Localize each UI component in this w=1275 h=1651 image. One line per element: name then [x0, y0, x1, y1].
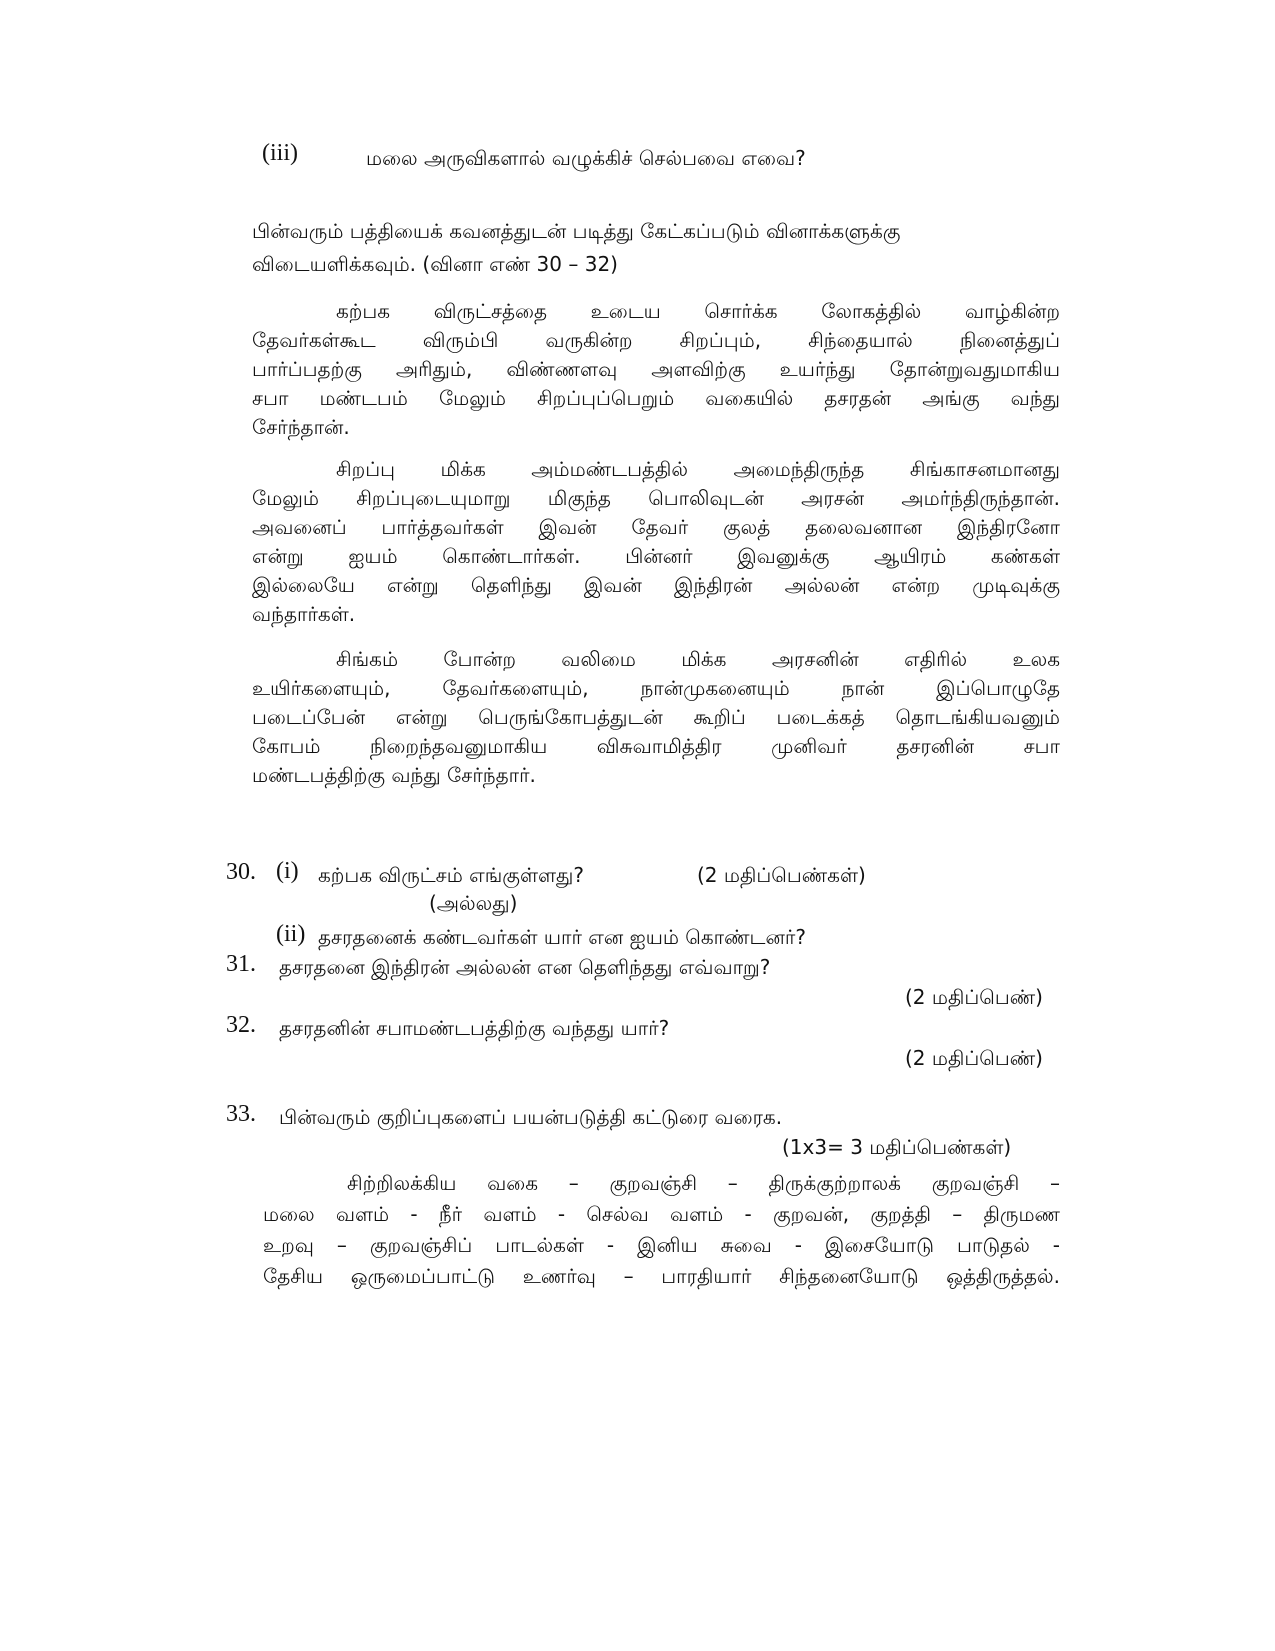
passage-paragraph-3 — [252, 645, 1060, 790]
passage-line: சேர்ந்தான். — [252, 415, 350, 439]
passage-paragraph-1 — [252, 297, 1060, 442]
question-33-marks: (1x3= 3 மதிப்பெண்கள்) — [782, 1135, 1012, 1159]
question-32-marks: (2 மதிப்பெண்) — [905, 1046, 1043, 1070]
passage-line: கற்பக விருட்சத்தை உடைய சொர்க்க லோகத்தில் வாழ்கின்ற — [336, 299, 1060, 323]
question-33-text: பின்வரும் குறிப்புகளைப் பயன்படுத்தி கட்டுரை வரைக. — [279, 1105, 783, 1129]
question-31-text: தசரதனை இந்திரன் அல்லன் என தெளிந்தது எவ்வாறு? — [279, 955, 771, 979]
passage-line: உயிர்களையும், தேவர்களையும், நான்முகனையும் நான் இப்பொழுதே — [252, 676, 1060, 700]
instruction-line-1: பின்வரும் பத்தியைக் கவனத்துடன் படித்து கேட்கப்படும் வினாக்களுக்கு — [252, 219, 901, 243]
question-iii-text: மலை அருவிகளால் வழுக்கிச் செல்பவை எவை? — [366, 146, 806, 170]
passage-line: என்று ஐயம் கொண்டார்கள். பின்னர் இவனுக்கு ஆயிரம் கண்கள் — [252, 544, 1060, 568]
question-30-part2-label: (ii) — [276, 921, 306, 947]
question-31-marks: (2 மதிப்பெண்) — [905, 985, 1043, 1009]
question-32-number: 32. — [226, 1012, 256, 1038]
passage-line: தேவர்கள்கூட விரும்பி வருகின்ற சிறப்பும், சிந்தையால் நினைத்துப் — [252, 328, 1060, 352]
hint-line: மலை வளம் - நீர் வளம் - செல்வ வளம் - குறவன், குறத்தி – திருமண — [263, 1202, 1060, 1226]
question-33-number: 33. — [226, 1101, 256, 1127]
question-30-part2-text: தசரதனைக் கண்டவர்கள் யார் என ஐயம் கொண்டனர்? — [318, 925, 806, 949]
passage-line: கோபம் நிறைந்தவனுமாகிய விசுவாமித்திர முனிவர் தசரனின் சபா — [252, 734, 1060, 758]
question-30-part1-text: கற்பக விருட்சம் எங்குள்ளது? — [318, 863, 585, 887]
hint-line: உறவு – குறவஞ்சிப் பாடல்கள் - இனிய சுவை - இசையோடு பாடுதல் - — [263, 1233, 1060, 1257]
passage-line: படைப்பேன் என்று பெருங்கோபத்துடன் கூறிப் படைக்கத் தொடங்கியவனும் — [252, 705, 1060, 729]
question-30-or: (அல்லது) — [429, 891, 518, 915]
passage-line: மேலும் சிறப்புடையுமாறு மிகுந்த பொலிவுடன் அரசன் அமர்ந்திருந்தான். — [252, 486, 1060, 510]
question-30-marks: (2 மதிப்பெண்கள்) — [697, 863, 866, 887]
question-30-part1-label: (i) — [276, 858, 299, 884]
passage-line: பார்ப்பதற்கு அரிதும், விண்ணளவு அளவிற்கு உயர்ந்து தோன்றுவதுமாகிய — [252, 357, 1060, 381]
question-32-text: தசரதனின் சபாமண்டபத்திற்கு வந்தது யார்? — [279, 1016, 670, 1040]
question-iii-number: (iii) — [262, 140, 298, 166]
passage-line: வந்தார்கள். — [252, 602, 356, 626]
passage-paragraph-2 — [252, 455, 1060, 629]
passage-line: சபா மண்டபம் மேலும் சிறப்புப்பெறும் வகையில் தசரதன் அங்கு வந்து — [252, 386, 1060, 410]
passage-line: அவனைப் பார்த்தவர்கள் இவன் தேவர் குலத் தலைவனான இந்திரனோ — [252, 515, 1060, 539]
hint-line: சிற்றிலக்கிய வகை – குறவஞ்சி – திருக்குற்றாலக் குறவஞ்சி – — [347, 1171, 1060, 1195]
passage-line: இல்லையே என்று தெளிந்து இவன் இந்திரன் அல்லன் என்ற முடிவுக்கு — [252, 573, 1060, 597]
question-31-number: 31. — [226, 951, 256, 977]
question-33-hints — [263, 1168, 1060, 1292]
passage-line: சிறப்பு மிக்க அம்மண்டபத்தில் அமைந்திருந்த சிங்காசனமானது — [336, 457, 1060, 481]
passage-line: சிங்கம் போன்ற வலிமை மிக்க அரசனின் எதிரில் உலக — [336, 647, 1060, 671]
question-30-number: 30. — [226, 859, 256, 885]
instruction-line-2: விடையளிக்கவும். (வினா எண் 30 – 32) — [252, 252, 618, 276]
passage-line: மண்டபத்திற்கு வந்து சேர்ந்தார். — [252, 763, 536, 787]
hint-line: தேசிய ஒருமைப்பாட்டு உணர்வு – பாரதியார் சிந்தனையோடு ஒத்திருத்தல். — [263, 1264, 1060, 1288]
